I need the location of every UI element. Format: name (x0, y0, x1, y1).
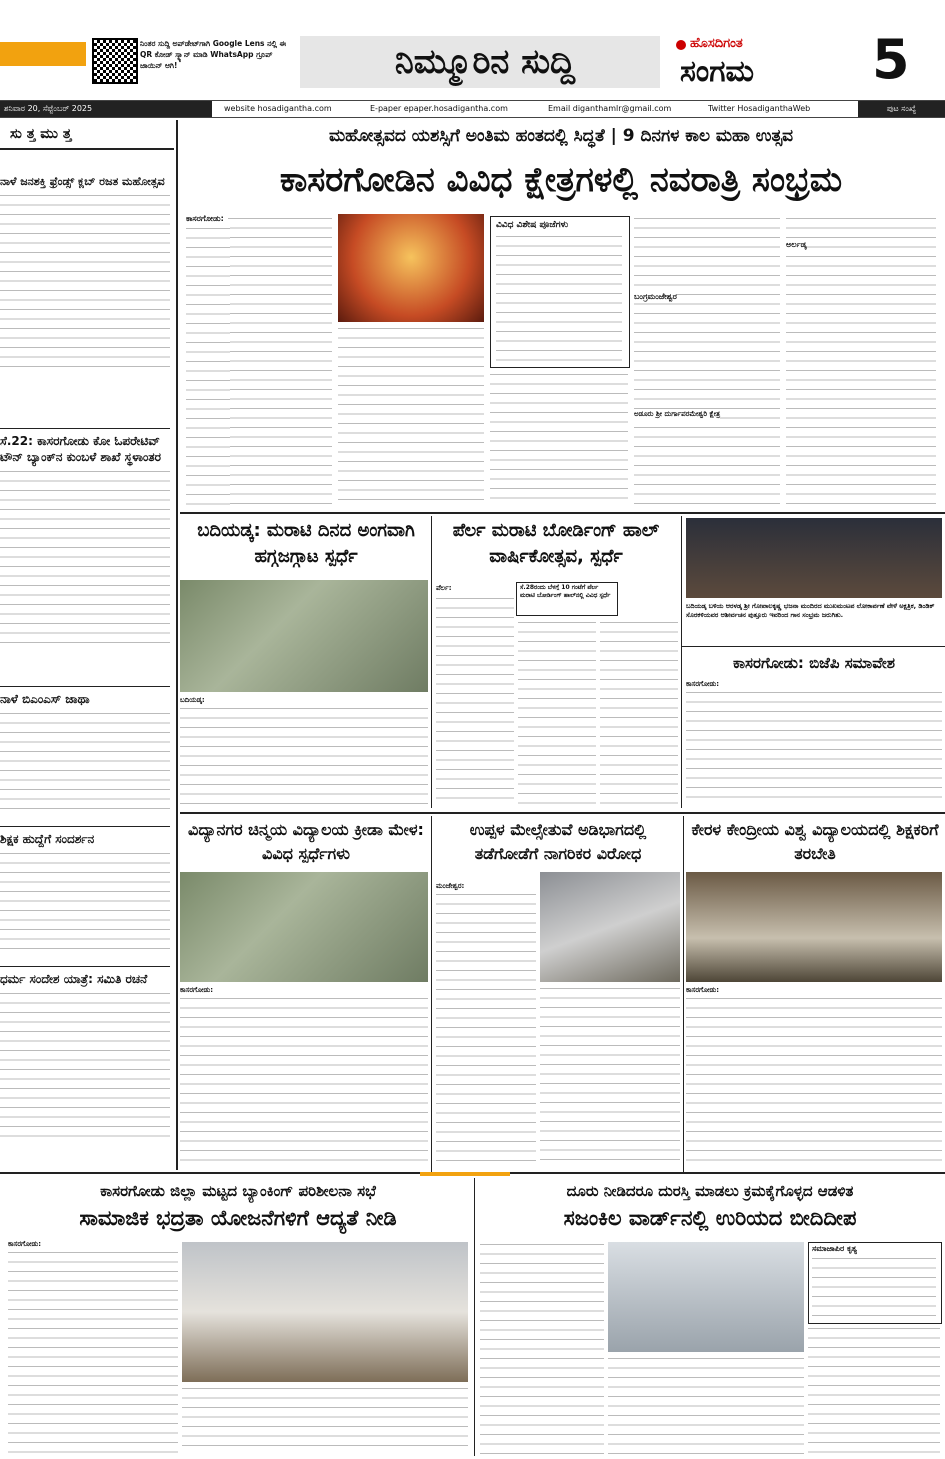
row3-story1-headline: ವಿದ್ಯಾನಗರ ಚಿನ್ಮಯ ವಿದ್ಯಾಲಯ ಕ್ರೀಡಾ ಮೇಳ: ವಿವಿಧ ಸ್ಪರ್ಧೆಗಳು (188, 820, 424, 863)
lead-headline: ಕಾಸರಗೋಡಿನ ವಿವಿಧ ಕ್ಷೇತ್ರಗಳಲ್ಲಿ ನವರಾತ್ರಿ ಸಂಭ್ರಮ (279, 160, 843, 200)
bottom-story2-box-title: ಸಮಾಜಾಪಿರ ಕೃತ್ಯ (812, 1244, 857, 1253)
bottom-story1-photo (182, 1242, 468, 1382)
sidebar-body (0, 193, 170, 373)
row3-story3-body (686, 996, 942, 1168)
row3-story2-dateline: ಮಂಜೇಶ್ವರ: (436, 882, 465, 890)
row2-story2-note: ಸೆ.28ರಂದು ಬೆಳಗ್ಗೆ 10 ಗಂಟೆಗೆ ಪೆರ್ಲ ಮರಾಟಿ ಬೋರ್ಡಿಂಗ್ ಹಾಲ್‌ನಲ್ಲಿ ವಿವಿಧ ಸ್ಪರ್ಧೆ (520, 584, 611, 599)
epaper-link[interactable]: E-paper epaper.hosadigantha.com (370, 104, 508, 113)
lead-dateline: ಕಾಸರಗೋಡು: (186, 214, 224, 223)
row2-photo-performance (686, 518, 942, 598)
row-divider (180, 812, 945, 814)
sidebar-body (0, 991, 170, 1141)
row3-story2-body-b (540, 986, 680, 1168)
row3-story2-photo (540, 872, 680, 982)
bottom-story2-body (480, 1242, 604, 1454)
sidebar-headline: ಧರ್ಮ ಸಂದೇಶ ಯಾತ್ರೆ: ಸಮಿತಿ ರಚನೆ (0, 972, 148, 986)
row2-story2-body-b (518, 620, 596, 806)
lead-photo-goddess (338, 214, 484, 322)
row3-story1-photo (180, 872, 428, 982)
brand-name: ಹೊಸದಿಗಂತ (690, 36, 743, 51)
sidebar-item (0, 966, 170, 1141)
row3-story1-dateline: ಕಾಸರಗೋಡು: (180, 986, 214, 994)
twitter-link[interactable]: Twitter HosadiganthaWeb (708, 104, 811, 113)
row2-story4-dateline: ಕಾಸರಗೋಡು: (686, 680, 720, 688)
qr-code-icon (92, 38, 138, 84)
col-divider (683, 816, 684, 1172)
row2-story1-headline: ಬದಿಯಡ್ಕ: ಮರಾಟಿ ದಿನದ ಅಂಗವಾಗಿ ಹಗ್ಗಜಗ್ಗಾಟ ಸ್ಪರ್ಧೆ (197, 520, 415, 567)
bottom-story1-kicker: ಕಾಸರಗೋಡು ಜಿಲ್ಲಾ ಮಟ್ಟದ ಬ್ಯಾಂಕಿಂಗ್ ಪರಿಶೀಲನಾ ಸಭೆ (100, 1182, 376, 1200)
row2-story2-dateline: ಪೆರ್ಲ: (436, 584, 452, 592)
accent-bar (0, 42, 86, 66)
lead-subhead-3: ಅರ್ಲಡ್ಕ (786, 240, 807, 249)
bottom-story1-body (8, 1250, 178, 1455)
row2-story4-headline: ಕಾಸರಗೋಡು: ಬಿಜೆಪಿ ಸಮಾವೇಶ (733, 654, 895, 672)
col-divider (431, 816, 432, 1172)
sidebar-divider (176, 120, 178, 1170)
bottom-story2-kicker: ದೂರು ನೀಡಿದರೂ ದುರಸ್ತಿ ಮಾಡಲು ಕ್ರಮಕೈಗೊಳ್ಳದ ಆಡಳಿತ (566, 1182, 854, 1200)
sidebar-item (0, 686, 170, 811)
bottom-story2-body-c (808, 1326, 940, 1454)
lead-box-title: ವಿವಿಧ ವಿಶೇಷ ಪೂಜೆಗಳು (496, 220, 569, 230)
info-bar (0, 100, 945, 118)
bottom-story1-body-b (182, 1386, 468, 1454)
lead-body-col-3 (490, 372, 628, 506)
sidebar-item (0, 826, 170, 951)
row2-story1-dateline: ಬದಿಯಡ್ಕ: (180, 696, 205, 704)
page-count-label: ಪುಟ ಸಂಖ್ಯೆ (858, 101, 945, 117)
lead-body-col-1 (228, 216, 332, 506)
row2-story2-headline: ಪೆರ್ಲ ಮರಾಟಿ ಬೋರ್ಡಿಂಗ್ ಹಾಲ್ ವಾರ್ಷಿಕೋತ್ಸವ, ಸ್ಪರ್ಧೆ (452, 520, 660, 567)
sidebar-item (0, 428, 170, 649)
row3-story1-body (180, 996, 428, 1168)
sidebar-item (0, 174, 170, 373)
lead-subhead-2: ಅಡೂರು ಶ್ರೀ ದುರ್ಗಾಪರಮೇಶ್ವರಿ ಕ್ಷೇತ್ರ (634, 410, 721, 418)
page-number: 5 (872, 28, 910, 91)
website-link[interactable]: website hosadigantha.com (224, 104, 332, 113)
bottom-story2-headline: ಸಜಂಕಿಲ ವಾರ್ಡ್‌ನಲ್ಲಿ ಉರಿಯದ ಬೀದಿದೀಪ (563, 1206, 857, 1230)
lead-body-col-5 (786, 216, 936, 506)
sidebar-body (0, 711, 170, 811)
col-divider (431, 516, 432, 808)
sidebar-body (0, 851, 170, 951)
bottom-story2-photo (608, 1242, 804, 1352)
col-divider (474, 1178, 475, 1456)
row2-story2-body (436, 596, 514, 806)
masthead-title: ನಿಮ್ಮೂರಿನ ಸುದ್ದಿ (394, 42, 576, 82)
lead-subhead-1: ಬಂಗ್ರಮಂಜೇಶ್ವರ (634, 292, 677, 301)
bottom-story1-dateline: ಕಾಸರಗೋಡು: (8, 1240, 42, 1248)
row2-story2-body-c (600, 620, 678, 806)
lead-kicker: ಮಹೋತ್ಸವದ ಯಶಸ್ಸಿಗೆ ಅಂತಿಮ ಹಂತದಲ್ಲಿ ಸಿದ್ಧತೆ | 9 ದಿನಗಳ ಕಾಲ ಮಹಾ ಉತ್ಸವ (328, 126, 794, 146)
row-divider (682, 646, 945, 647)
sidebar-body (0, 469, 170, 649)
row-divider (180, 512, 945, 514)
sidebar-logo: ಸು ತ್ತ ಮು ತ್ತ (0, 120, 174, 150)
row3-story2-headline: ಉಪ್ಪಳ ಮೇಲ್ಸೇತುವೆ ಅಡಿಭಾಗದಲ್ಲಿ ತಡೆಗೋಡೆಗೆ ನಾಗರಿಕರ ವಿರೋಧ (469, 820, 647, 863)
bottom-story2-body-b (608, 1356, 804, 1454)
row2-photo-caption: ಬದಿಯಡ್ಕ ಬಳಿಯ ಆರಳಡ್ಕ ಶ್ರೀ ಗೋಪಾಲಕೃಷ್ಣ ಭಜನಾ ಮಂದಿರದ ಮುಖಮಂಟಪ ಲೋಕಾರ್ಪಣೆ ವೇಳೆ ಅಕ್ಷತ್ರಿಕ, ಡಿಂಡಿಕ್ ಸೊರಕಳಿಯವರ ಆಶೀರ್ವಚನ ಪುತ್ತೂರು ಇವರಿಂದ ಗಾನ ಸಂಭ್ರಮ ಜರುಗಿತು. (686, 602, 935, 619)
row2-story1-body (180, 706, 428, 806)
col-divider (681, 516, 682, 808)
sidebar-headline: ಶಿಕ್ಷಕ ಹುದ್ದೆಗೆ ಸಂದರ್ಶನ (0, 832, 95, 846)
lead-body-col-4 (634, 216, 780, 506)
supplement-name: ಸಂಗಮ (680, 54, 754, 89)
row3-story3-photo (686, 872, 942, 982)
brand-logo-icon (676, 40, 686, 50)
row3-story3-headline: ಕೇರಳ ಕೇಂದ್ರೀಯ ವಿಶ್ವ ವಿದ್ಯಾಲಯದಲ್ಲಿ ಶಿಕ್ಷಕರಿಗೆ ತರಬೇತಿ (691, 820, 939, 863)
lead-body-col-1b (186, 226, 230, 506)
lead-body-col-2 (338, 326, 484, 506)
row2-story1-photo (180, 580, 428, 692)
masthead (0, 0, 945, 113)
qr-instruction-text: ನಿಂತರ ಸುದ್ದಿ ಅಪ್‌ಡೇಟ್‌ಗಾಗಿ Google Lens ನಲ್ಲಿ ಈ QR ಕೋಡ್ ಸ್ಕ್ಯಾನ್ ಮಾಡಿ WhatsApp ಗ್ರೂಪ್ ಜಾಯಿನ್ ಆಗಿ! (140, 39, 287, 70)
sidebar-headline: ನಾಳೆ ಬಿಎಂಎಸ್ ಜಾಥಾ (0, 692, 90, 706)
sidebar-headline: ಸೆ.22: ಕಾಸರಗೋಡು ಕೋ ಓಪರೇಟಿವ್ ಟೌನ್ ಬ್ಯಾಂಕ್‌ನ ಕುಂಬಳೆ ಶಾಖೆ ಸ್ಥಳಾಂತರ (0, 434, 161, 464)
row3-story2-body (436, 892, 536, 1168)
sidebar (0, 120, 174, 1170)
row2-story4-body (686, 690, 942, 806)
issue-date: ಶನಿವಾರ 20, ಸೆಪ್ಟೆಂಬರ್ 2025 (0, 101, 212, 117)
email-link[interactable]: Email diganthamlr@gmail.com (548, 104, 672, 113)
bottom-story1-headline: ಸಾಮಾಜಿಕ ಭದ್ರತಾ ಯೋಜನೆಗಳಿಗೆ ಆದ್ಯತೆ ನೀಡಿ (79, 1206, 397, 1230)
bottom-story2-box-body (812, 1256, 936, 1318)
row3-story3-dateline: ಕಾಸರಗೋಡು: (686, 986, 720, 994)
lead-box-body (496, 234, 622, 362)
bottom-accent-bar (420, 1172, 510, 1176)
sidebar-headline: ನಾಳೆ ಜನಶಕ್ತಿ ಫ್ರೆಂಡ್ಸ್ ಕ್ಲಬ್ ರಜತ ಮಹೋತ್ಸವ (0, 175, 165, 188)
